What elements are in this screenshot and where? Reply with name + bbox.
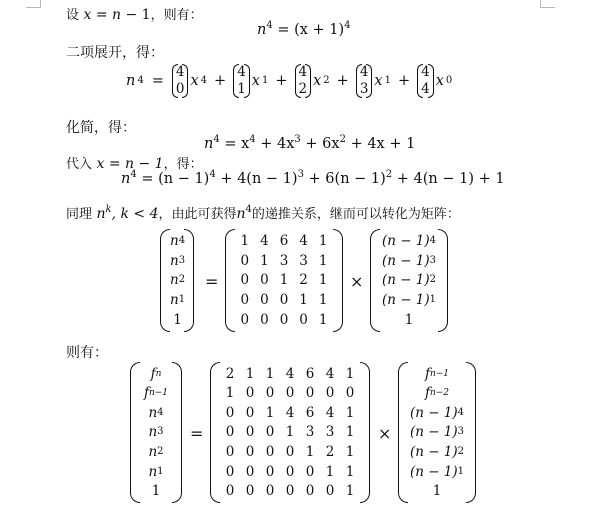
similar-k-exp: k	[105, 204, 112, 215]
vector-entry	[140, 481, 172, 501]
equation-1	[257, 22, 351, 38]
matrix-entry: 0	[265, 424, 275, 441]
eq4-lhs: n	[121, 171, 131, 187]
equation-2-binomial-expansion: n 4 = 4 0 x 4 + 4 1 x 1 + 4 2 x 2 + 4 3 x 1 + 4 4 x 0	[126, 64, 453, 97]
paren-right	[466, 362, 476, 503]
entry-base: f	[150, 365, 156, 382]
matrix-entry: 0	[245, 444, 255, 461]
matrix-entry: 3	[325, 424, 335, 441]
equals-sign: =	[95, 7, 108, 23]
vector-entry: (n − 1) 3	[381, 252, 437, 269]
matrix-entry: 1	[318, 232, 328, 249]
paren-left	[210, 362, 220, 503]
vector-entry: (n − 1) 2	[381, 272, 437, 289]
matrix-entry: 0	[245, 463, 255, 480]
vector-entry	[170, 310, 185, 330]
entry-base: 1	[432, 483, 442, 500]
entry-base: n	[148, 444, 158, 461]
matrix2-left-vector	[130, 362, 182, 503]
matrix-entry: 4	[285, 404, 295, 421]
paren-left	[130, 362, 140, 503]
matrix-entry: 1	[318, 272, 328, 289]
matrix-entry: 4	[299, 232, 308, 249]
binomial-top: 4	[359, 64, 369, 80]
vector-entry: f n−2	[424, 385, 450, 402]
entry-base: (n − 1)	[409, 463, 458, 480]
eq2-term-x: x	[190, 73, 199, 89]
vector-entry: n 4	[170, 232, 186, 249]
entry-base: (n − 1)	[381, 272, 430, 289]
eq3-exp-c: 2	[339, 134, 346, 145]
matrix-entry: 1	[345, 444, 355, 461]
similar-condition: , k < 4	[111, 206, 159, 222]
matrix-entry: 1	[265, 365, 275, 382]
matrix-entry: 1	[279, 272, 289, 289]
matrix-entry: 4	[260, 232, 269, 249]
matrix-entry: 0	[265, 483, 275, 500]
matrix-entry: 0	[240, 272, 250, 289]
binomial-top: 4	[175, 64, 185, 80]
eq1-rhs: = (x + 1)	[277, 22, 345, 38]
intro-suffix: ，则有：	[150, 8, 203, 23]
matrix-entry: 6	[305, 404, 315, 421]
eq4-term-b: + 4(n − 1)	[220, 171, 298, 187]
matrix-entry: 0	[225, 444, 235, 461]
eq4-lhs-exp: 4	[130, 169, 137, 180]
intro-line	[66, 4, 203, 23]
entry-base: n	[148, 463, 158, 480]
matrix-entry: 0	[225, 404, 235, 421]
vector-entry: f n−1	[143, 385, 169, 402]
paren-left	[398, 362, 408, 503]
matrix-entry: 1	[299, 292, 308, 309]
vector-entry: (n − 1) 4	[381, 232, 437, 249]
vector-entry	[380, 310, 438, 330]
matrix1-coefficient-matrix	[225, 229, 343, 332]
matrix2-coefficient-matrix	[210, 362, 370, 503]
matrix1-left-vector	[160, 229, 194, 332]
minus-one: − 1	[125, 7, 151, 23]
matrix-entry: 6	[279, 232, 289, 249]
matrix-entry: 3	[279, 252, 289, 269]
matrix-entry: 1	[345, 463, 355, 480]
intro-prefix: 设	[66, 8, 80, 23]
var-x: x	[83, 7, 92, 23]
binomial-bottom: 2	[298, 81, 308, 97]
entry-base: n	[148, 404, 158, 421]
eq1-lhs-exp: 4	[266, 20, 273, 31]
eq2-equals: =	[151, 73, 164, 89]
eq2-lhs: n	[126, 73, 136, 89]
eq4-term-d: + 4(n − 1) + 1	[396, 171, 505, 187]
binomial-bottom: 0	[175, 81, 185, 97]
similar-n: n	[96, 206, 106, 222]
matrix-entry: 0	[260, 292, 269, 309]
binomial-bottom: 4	[421, 81, 430, 97]
matrix-entry: 0	[305, 463, 315, 480]
eq4-exp-c: 2	[385, 169, 393, 180]
vector-entry: f n	[150, 365, 162, 382]
entry-base: f	[424, 365, 430, 382]
matrix-entry: 1	[325, 463, 335, 480]
matrix-entry: 0	[285, 385, 295, 402]
entry-base: n	[170, 232, 179, 249]
entry-base: (n − 1)	[409, 404, 458, 421]
matrix2-equals: =	[190, 424, 204, 443]
matrix-entry: 0	[279, 292, 289, 309]
matrix2-times: ×	[378, 424, 392, 443]
matrix-entry: 1	[318, 312, 328, 329]
binomial-coefficient	[233, 64, 250, 98]
vector-entry: n 4	[148, 404, 164, 421]
matrix-entry: 0	[285, 483, 295, 500]
page-corner-mark-right-h	[540, 7, 555, 8]
eq3-lhs: n	[204, 136, 214, 152]
eq3-term-c: + 6x	[305, 136, 340, 152]
eq4-term-a: = (n − 1)	[141, 171, 210, 187]
paren-right	[360, 362, 370, 503]
entry-base: n	[148, 424, 158, 441]
vector-entry: (n − 1) 3	[409, 424, 465, 441]
matrix1-right-vector	[370, 229, 448, 332]
similar-line	[66, 203, 460, 222]
subst-prefix: 代入	[66, 157, 93, 172]
eq1-rhs-exp: 4	[344, 20, 351, 31]
then-label: 则有：	[66, 345, 108, 361]
binomial-top: 4	[298, 64, 308, 80]
vector-entry: (n − 1) 1	[409, 463, 465, 480]
matrix-entry: 4	[325, 404, 335, 421]
eq3-term-b: + 4x	[260, 136, 295, 152]
matrix-entry: 0	[305, 483, 315, 500]
binomial-top: 4	[421, 64, 430, 80]
page-corner-mark-left-h	[26, 7, 41, 8]
matrix-entry: 0	[245, 424, 255, 441]
matrix-entry: 0	[325, 385, 335, 402]
matrix-entry: 0	[240, 252, 250, 269]
similar-n4: n	[236, 206, 246, 222]
vector-entry	[408, 481, 466, 501]
eq2-plus: +	[275, 73, 288, 89]
matrix-entry: 2	[325, 444, 335, 461]
matrix-entry: 1	[318, 252, 328, 269]
vector-entry: n 2	[170, 272, 186, 289]
matrix-entry: 6	[305, 365, 315, 382]
matrix-entry: 0	[260, 312, 269, 329]
matrix-entry: 1	[225, 385, 235, 402]
matrix-entry: 1	[265, 404, 275, 421]
entry-base: 1	[151, 483, 161, 500]
subst-expr: x = n − 1	[96, 156, 164, 172]
similar-middle: ，由此可获得	[158, 207, 237, 222]
matrix-entry: 1	[245, 365, 255, 382]
matrix-entry: 2	[225, 365, 235, 382]
entry-base: f	[424, 385, 430, 402]
vector-entry: (n − 1) 2	[409, 444, 465, 461]
eq2-term-x: x	[374, 73, 383, 89]
entry-base: (n − 1)	[381, 232, 430, 249]
matrix-entry: 0	[245, 385, 255, 402]
vector-entry: (n − 1) 1	[381, 292, 437, 309]
matrix-entry: 0	[240, 312, 250, 329]
matrix-entry: 0	[260, 272, 269, 289]
matrix-entry: 0	[245, 483, 255, 500]
binomial-bottom: 3	[359, 81, 369, 97]
entry-base: n	[170, 272, 179, 289]
similar-prefix: 同理	[66, 207, 93, 222]
eq3-term-a: = x	[224, 136, 250, 152]
matrix1-times: ×	[350, 272, 364, 291]
binomial-coefficient	[295, 64, 312, 98]
simplify-label: 化简，得：	[66, 120, 136, 136]
entry-base: f	[143, 385, 149, 402]
eq2-term-x: x	[251, 73, 260, 89]
vector-entry: n 2	[148, 444, 164, 461]
vector-entry: n 3	[148, 424, 164, 441]
var-n: n	[112, 7, 122, 23]
equation-3	[204, 136, 415, 152]
matrix-entry: 0	[265, 463, 275, 480]
paren-left	[370, 229, 380, 332]
binomial-coefficient	[417, 64, 434, 98]
binomial-top: 4	[237, 64, 246, 80]
matrix-entry: 1	[318, 292, 328, 309]
paren-right	[438, 229, 448, 332]
matrix-entry: 1	[285, 424, 295, 441]
matrix-entry: 0	[279, 312, 289, 329]
matrix-entry: 0	[225, 463, 235, 480]
entry-base: (n − 1)	[381, 252, 430, 269]
matrix-entry: 0	[285, 444, 295, 461]
eq2-term-x: x	[435, 73, 444, 89]
vector-entry: n 3	[170, 252, 186, 269]
paren-right	[333, 229, 343, 332]
similar-suffix: 的递推关系，继而可以转化为矩阵：	[251, 207, 460, 222]
matrix-entry: 1	[345, 483, 355, 500]
eq1-lhs: n	[257, 22, 267, 38]
paren-right	[184, 229, 194, 332]
subst-suffix: ，得：	[163, 157, 203, 172]
eq3-exp-a: 4	[249, 134, 256, 145]
eq2-plus: +	[214, 73, 227, 89]
eq2-plus: +	[397, 73, 411, 89]
eq3-lhs-exp: 4	[213, 134, 220, 145]
matrix-entry: 1	[260, 252, 269, 269]
entry-base: (n − 1)	[381, 292, 430, 309]
matrix-entry: 0	[245, 404, 255, 421]
matrix-entry: 0	[240, 292, 250, 309]
binomial-coefficient	[356, 64, 373, 98]
eq4-exp-a: 4	[209, 169, 216, 180]
vector-entry: n 1	[148, 463, 164, 480]
matrix-entry: 4	[325, 365, 335, 382]
eq3-term-d: + 4x + 1	[350, 136, 416, 152]
binomial-coefficient	[172, 64, 189, 98]
matrix-entry: 0	[299, 312, 308, 329]
similar-n4-exp: 4	[245, 204, 252, 215]
matrix-entry: 0	[225, 483, 235, 500]
entry-base: 1	[173, 312, 182, 329]
matrix-entry: 1	[345, 404, 355, 421]
eq3-exp-b: 3	[294, 134, 301, 145]
equation-4	[121, 171, 505, 187]
matrix-entry: 0	[325, 483, 335, 500]
matrix-entry: 1	[345, 424, 355, 441]
entry-base: n	[170, 292, 179, 309]
matrix-entry: 4	[285, 365, 295, 382]
vector-entry: n 1	[170, 292, 186, 309]
vector-entry: (n − 1) 4	[409, 404, 465, 421]
matrix-entry: 0	[345, 385, 355, 402]
matrix-entry: 1	[345, 365, 355, 382]
matrix1-equals: =	[205, 272, 219, 291]
entry-base: (n − 1)	[409, 444, 458, 461]
expand-label: 二项展开，得：	[66, 45, 164, 61]
eq4-term-c: + 6(n − 1)	[308, 171, 386, 187]
entry-base: 1	[404, 312, 414, 329]
matrix-entry: 2	[299, 272, 308, 289]
vector-entry: f n−1	[424, 365, 450, 382]
entry-base: n	[170, 252, 179, 269]
matrix-entry: 1	[240, 232, 250, 249]
eq4-exp-b: 3	[297, 169, 304, 180]
matrix-entry: 0	[265, 385, 275, 402]
paren-left	[225, 229, 235, 332]
matrix-entry: 1	[305, 444, 315, 461]
eq2-plus: +	[336, 73, 349, 89]
matrix-entry: 0	[305, 385, 315, 402]
binomial-bottom: 1	[237, 81, 246, 97]
matrix-entry: 0	[265, 444, 275, 461]
matrix-entry: 0	[225, 424, 235, 441]
paren-left	[160, 229, 170, 332]
matrix2-right-vector	[398, 362, 476, 503]
paren-right	[172, 362, 182, 503]
matrix-entry: 3	[305, 424, 315, 441]
matrix-entry: 3	[299, 252, 308, 269]
entry-base: (n − 1)	[409, 424, 458, 441]
eq2-term-x: x	[313, 73, 322, 89]
matrix-entry: 0	[285, 463, 295, 480]
